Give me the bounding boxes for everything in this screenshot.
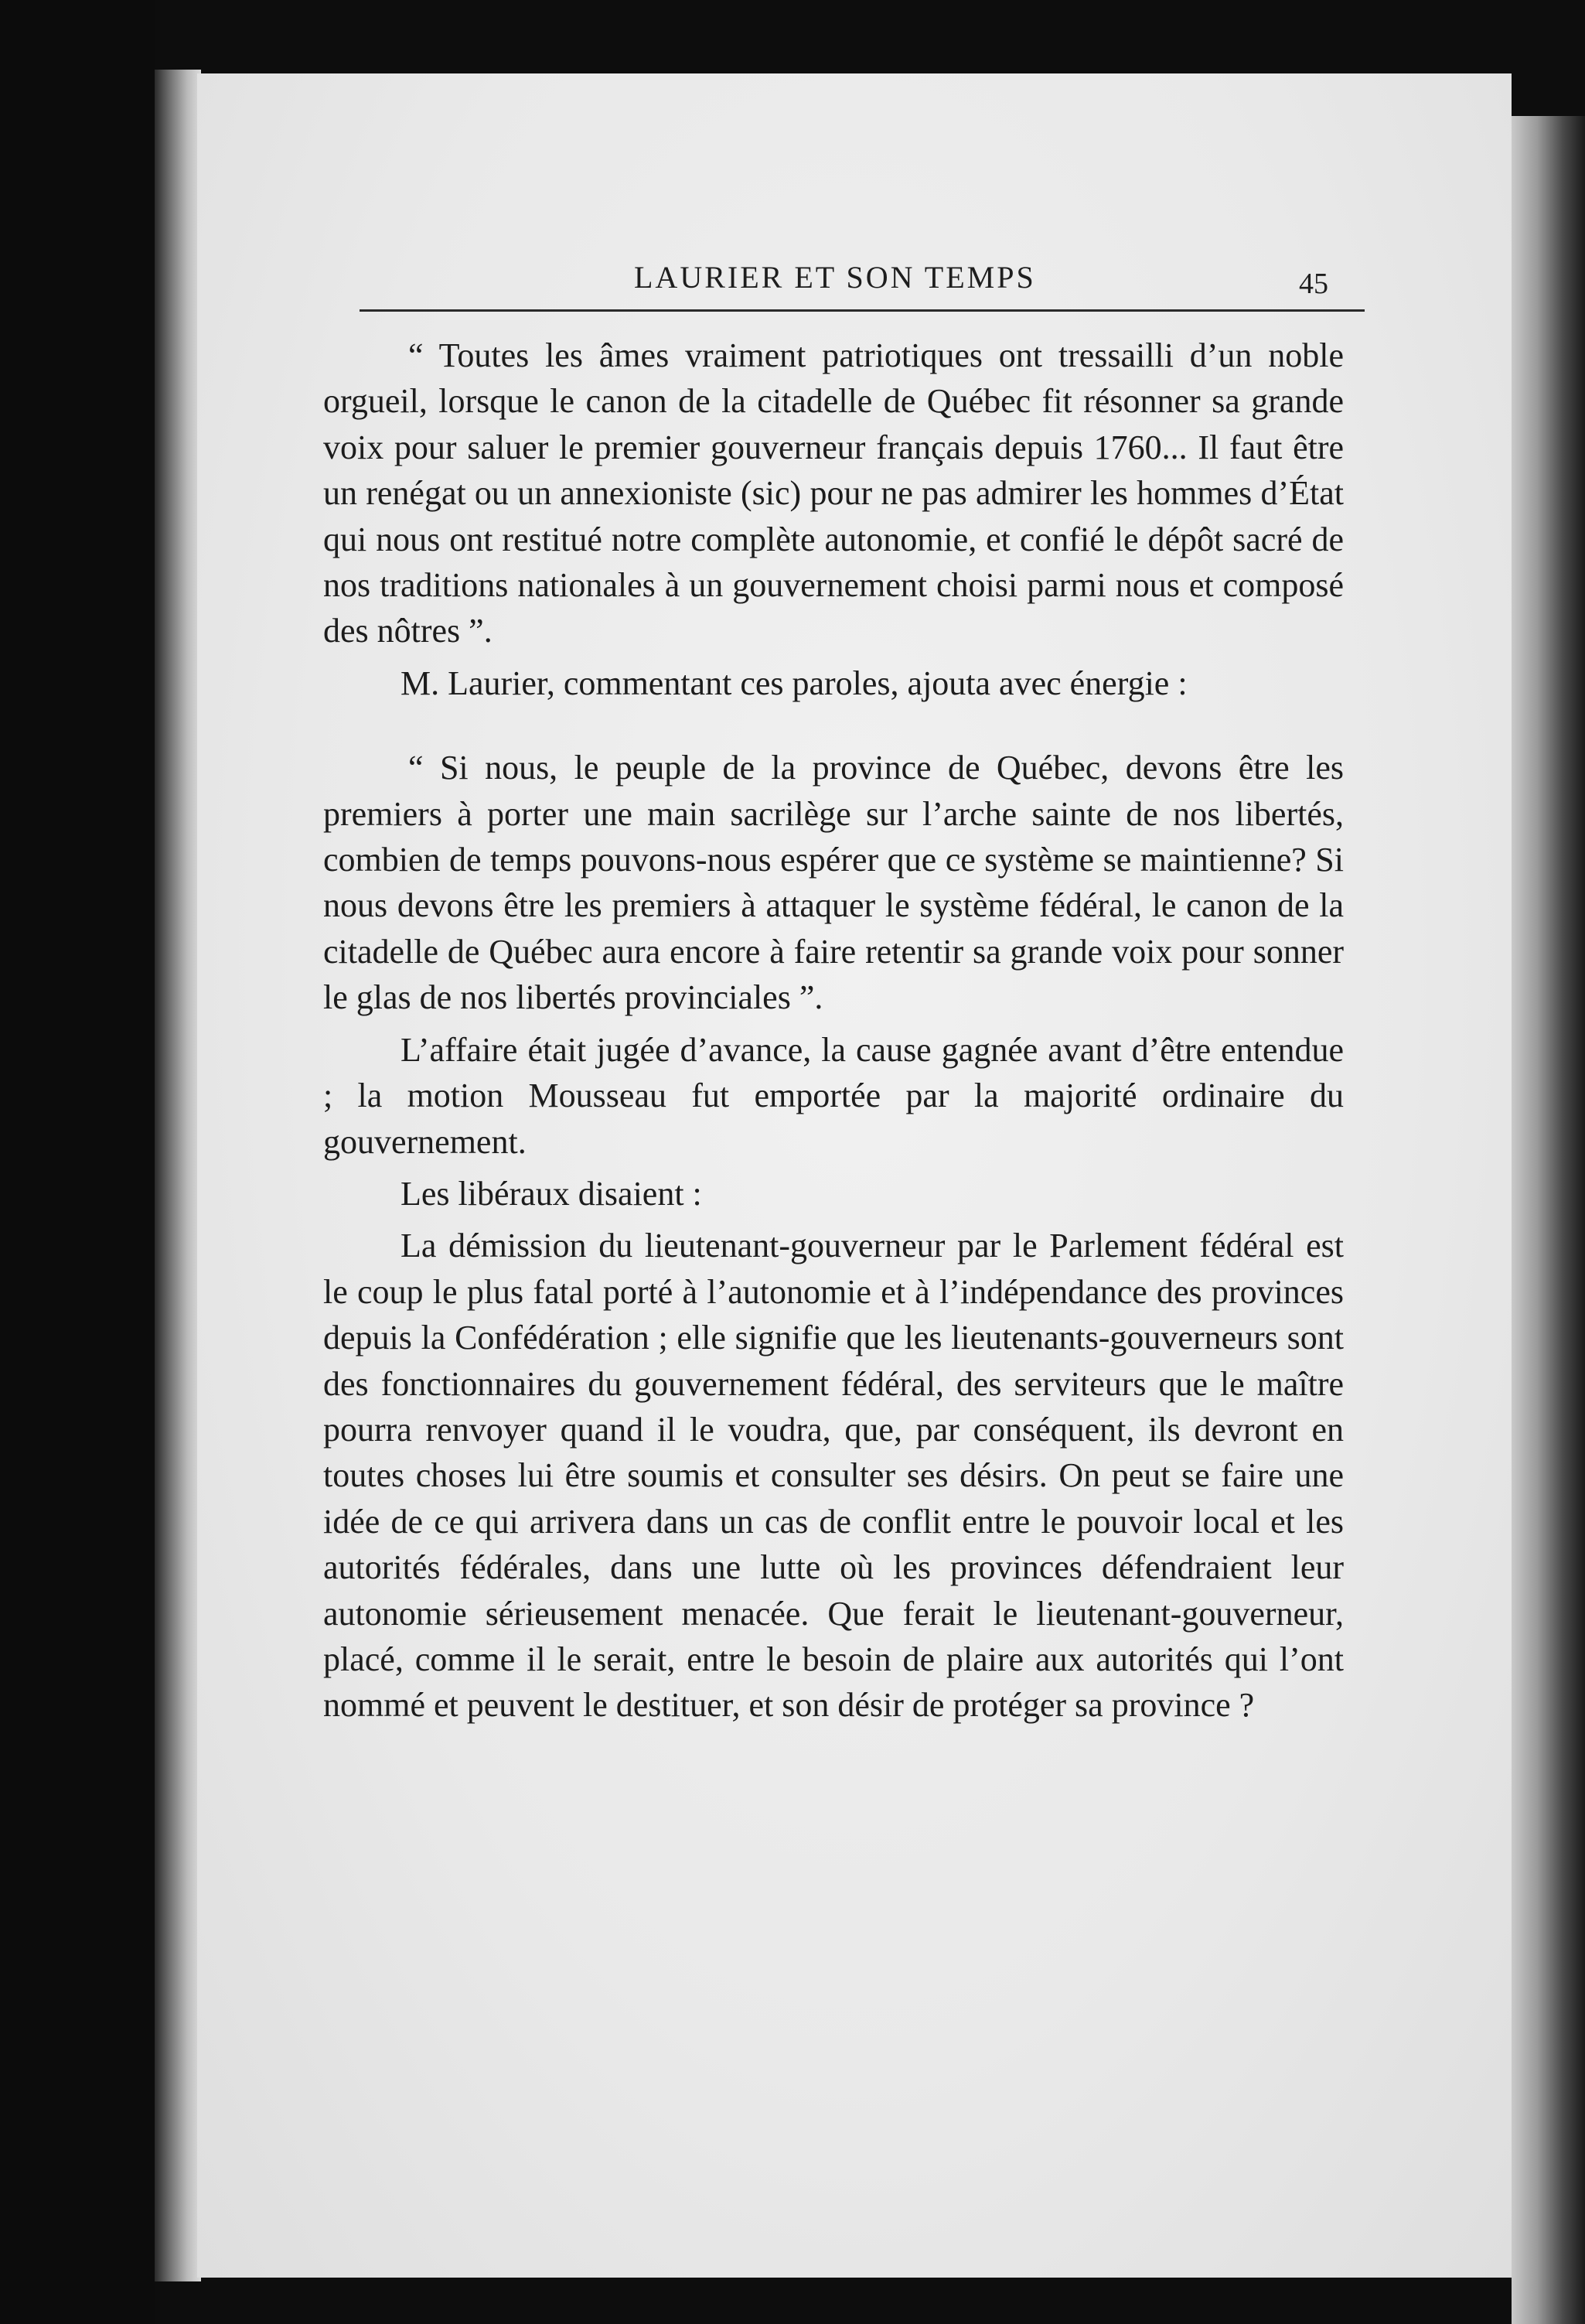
scan-left-border	[0, 0, 155, 2324]
page-header	[360, 259, 1365, 313]
paragraph-affaire: L’affaire était jugée d’avance, la cause gagnée avant d’être entendue ; la motion Mousseau fut emportée par la majorité ordinaire du gouvernement.	[323, 1030, 1344, 1161]
header-rule	[360, 309, 1365, 312]
paragraph-quote-2: “ Si nous, le peuple de la province de Québec, devons être les premiers à porter une main sacrilège sur l’arche sainte de nos libertés, combien de temps pouvons-nous espérer que ce système se maintienne? Si nous devons être les premiers à attaquer le système fédéral, le canon de la citadelle de Québec aura encore à faire retentir sa grande voix pour sonner le glas de nos libertés provinciales ”.	[323, 749, 1344, 1017]
paragraph-liberaux: Les libéraux disaient :	[401, 1174, 702, 1213]
page-number: 45	[1299, 268, 1328, 300]
paragraph-demission: La démission du lieutenant-gouverneur par le Parlement fédéral est le coup le plus fatal porté à l’autonomie et à l’indépendance des provinces depuis la Confédération ; elle signifie que les lieutenants-gouverneurs sont des fonctionnaires du gouvernement fédéral, des serviteurs que le maître pourra renvoyer quand il le voudra, que, par conséquent, ils devront en toutes choses lui être soumis et consulter ses désirs. On peut se faire une idée de ce qui arrivera dans un cas de conflit entre le pouvoir local et les autorités fédérales, dans une lutte où les provinces défendraient leur autonomie sérieusement menacée. Que ferait le lieutenant-gouverneur, placé, comme il le serait, entre le besoin de plaire aux autorités qui l’ont nommé et peuvent le destituer, et son désir de protéger sa province ?	[323, 1227, 1344, 1725]
page-right-edge	[1512, 116, 1585, 2324]
body-text	[323, 333, 1344, 1728]
book-spine-shadow	[155, 70, 201, 2281]
paragraph-quote-1: “ Toutes les âmes vraiment patriotiques ont tressailli d’un noble orgueil, lorsque le canon de la citadelle de Québec fit résonner sa grande voix pour saluer le premier gouverneur français depuis 1760... Il faut être un renégat ou un annexioniste (sic) pour ne pas admirer les hommes d’État qui nous ont restitué notre complète autonomie, et confié le dépôt sacré de nos traditions nationales à un gouvernement choisi parmi nous et composé des nôtres ”.	[323, 336, 1344, 650]
paragraph-laurier-comment: M. Laurier, commentant ces paroles, ajouta avec énergie :	[401, 664, 1188, 702]
running-title: LAURIER ET SON TEMPS	[634, 260, 1036, 295]
